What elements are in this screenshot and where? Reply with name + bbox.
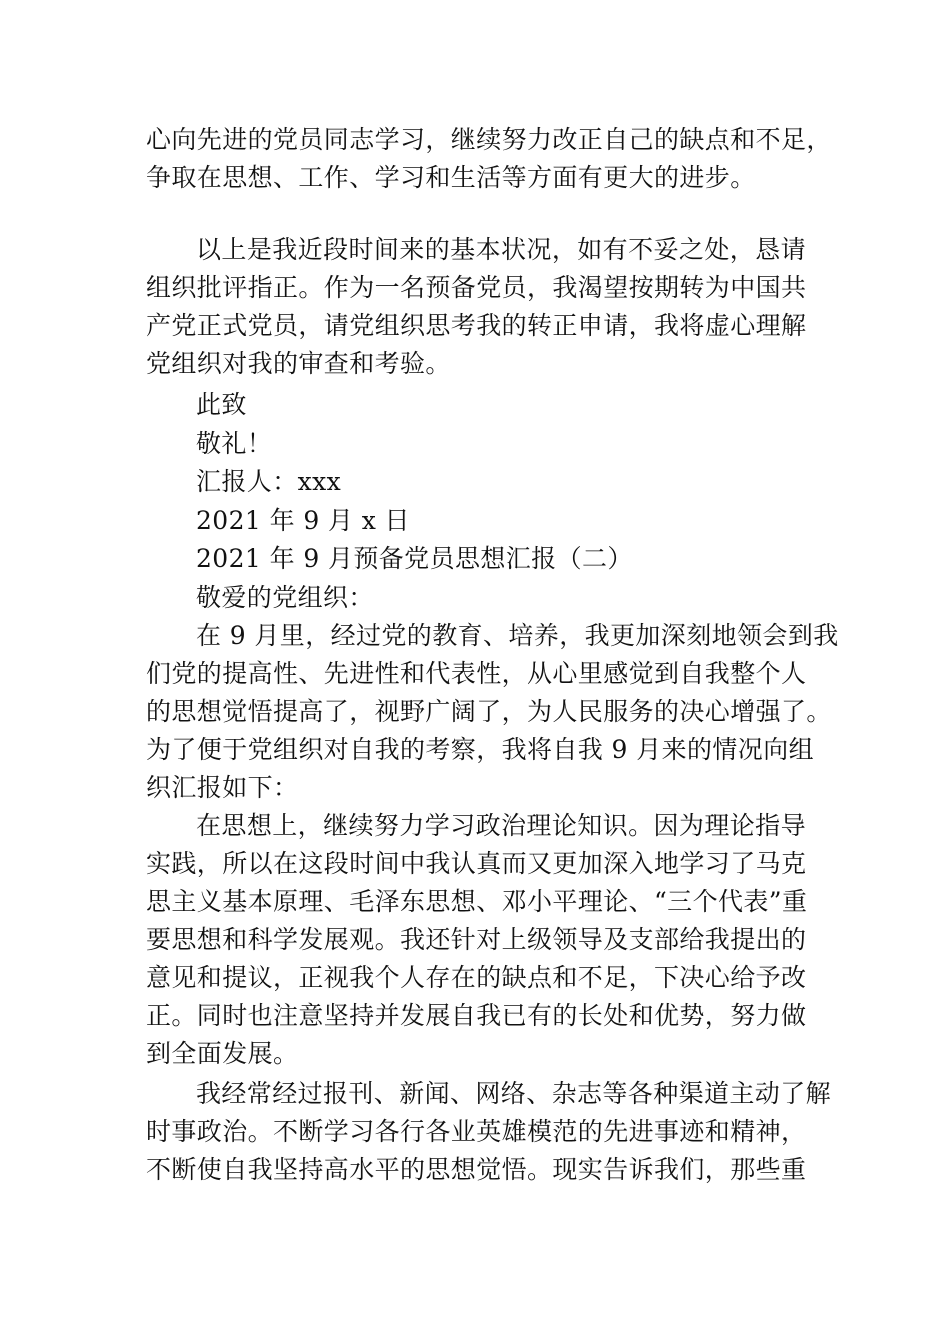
paragraph-line: 们党的提高性、先进性和代表性，从心里感觉到自我整个人: [146, 659, 807, 688]
paragraph-line: 不断使自我坚持高水平的思想觉悟。现实告诉我们，那些重: [146, 1155, 807, 1184]
salutation: 敬爱的党组织：: [196, 583, 374, 612]
paragraph-line: 要思想和科学发展观。我还针对上级领导及支部给我提出的: [146, 925, 807, 954]
paragraph-line: 心向先进的党员同志学习，继续努力改正自己的缺点和不足，: [146, 125, 832, 154]
paragraph-line: 在思想上，继续努力学习政治理论知识。因为理论指导: [196, 811, 806, 840]
reporter-name: 汇报人：xxx: [196, 467, 342, 496]
section-title: 2021 年 9 月预备党员思想汇报（二）: [196, 544, 633, 573]
paragraph-line: 的思想觉悟提高了，视野广阔了，为人民服务的决心增强了。: [146, 697, 832, 726]
paragraph-line: 织汇报如下：: [146, 773, 299, 802]
paragraph-line: 产党正式党员，请党组织思考我的转正申请，我将虚心理解: [146, 311, 807, 340]
paragraph-line: 实践，所以在这段时间中我认真而又更加深入地学习了马克: [146, 849, 807, 878]
paragraph-line: 争取在思想、工作、学习和生活等方面有更大的进步。: [146, 163, 756, 192]
closing-regards: 敬礼！: [196, 429, 273, 458]
report-date: 2021 年 9 月 x 日: [196, 506, 410, 535]
paragraph-line: 组织批评指正。作为一名预备党员，我渴望按期转为中国共: [146, 273, 807, 302]
paragraph-line: 以上是我近段时间来的基本状况，如有不妥之处，恳请: [196, 235, 806, 264]
paragraph-line: 正。同时也注意坚持并发展自我已有的长处和优势，努力做: [146, 1001, 807, 1030]
paragraph-line: 在 9 月里，经过党的教育、培养，我更加深刻地领会到我: [196, 621, 839, 650]
closing-salutation: 此致: [196, 390, 247, 419]
paragraph-line: 时事政治。不断学习各行各业英雄模范的先进事迹和精神，: [146, 1117, 807, 1146]
paragraph-line: 到全面发展。: [146, 1039, 299, 1068]
paragraph-line: 思主义基本原理、毛泽东思想、邓小平理论、“三个代表”重: [146, 887, 808, 916]
paragraph-line: 我经常经过报刊、新闻、网络、杂志等各种渠道主动了解: [196, 1079, 832, 1108]
paragraph-line: 意见和提议，正视我个人存在的缺点和不足，下决心给予改: [146, 963, 807, 992]
paragraph-line: 为了便于党组织对自我的考察，我将自我 9 月来的情况向组: [146, 735, 815, 764]
paragraph-line: 党组织对我的审查和考验。: [146, 349, 451, 378]
